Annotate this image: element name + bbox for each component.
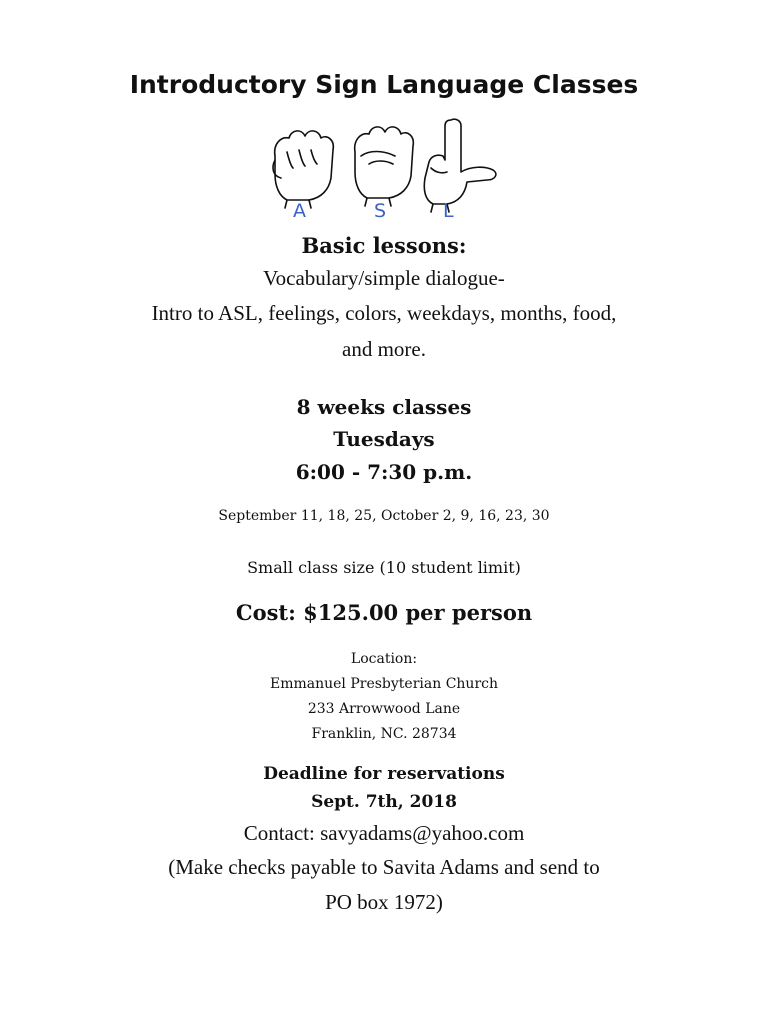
asl-letter-l: L bbox=[443, 200, 454, 222]
po-box: PO box 1972) bbox=[325, 890, 443, 914]
location-street: 233 Arrowwood Lane bbox=[307, 701, 461, 717]
location-name: Emmanuel Presbyterian Church bbox=[269, 676, 498, 692]
asl-letter-s: S bbox=[374, 200, 387, 222]
cost: Cost: $125.00 per person bbox=[235, 600, 533, 625]
schedule-time: 6:00 - 7:30 p.m. bbox=[295, 460, 473, 484]
schedule-weeks: 8 weeks classes bbox=[296, 395, 472, 419]
asl-letter-l-hand-icon bbox=[424, 119, 496, 212]
asl-letter-a: A bbox=[293, 200, 306, 222]
lessons-line-1: Vocabulary/simple dialogue- bbox=[263, 266, 505, 290]
flyer-title: Introductory Sign Language Classes bbox=[129, 70, 639, 99]
deadline-label: Deadline for reservations bbox=[263, 764, 505, 784]
location-label: Location: bbox=[350, 651, 418, 667]
class-size: Small class size (10 student limit) bbox=[247, 558, 521, 577]
lessons-line-2: Intro to ASL, feelings, colors, weekdays, months, food, bbox=[151, 301, 617, 325]
location-city: Franklin, NC. 28734 bbox=[311, 726, 457, 742]
asl-hands-illustration bbox=[265, 116, 500, 224]
schedule-day: Tuesdays bbox=[333, 427, 435, 451]
lessons-line-3: and more. bbox=[342, 337, 426, 361]
lessons-heading: Basic lessons: bbox=[301, 233, 467, 258]
contact-line: Contact: savyadams@yahoo.com bbox=[243, 821, 525, 845]
deadline-date: Sept. 7th, 2018 bbox=[311, 792, 457, 812]
asl-letter-s-hand-icon bbox=[355, 127, 414, 206]
checks-note: (Make checks payable to Savita Adams and send to bbox=[168, 855, 600, 879]
asl-letter-a-hand-icon bbox=[273, 131, 333, 208]
schedule-dates: September 11, 18, 25, October 2, 9, 16, 23, 30 bbox=[218, 508, 550, 524]
